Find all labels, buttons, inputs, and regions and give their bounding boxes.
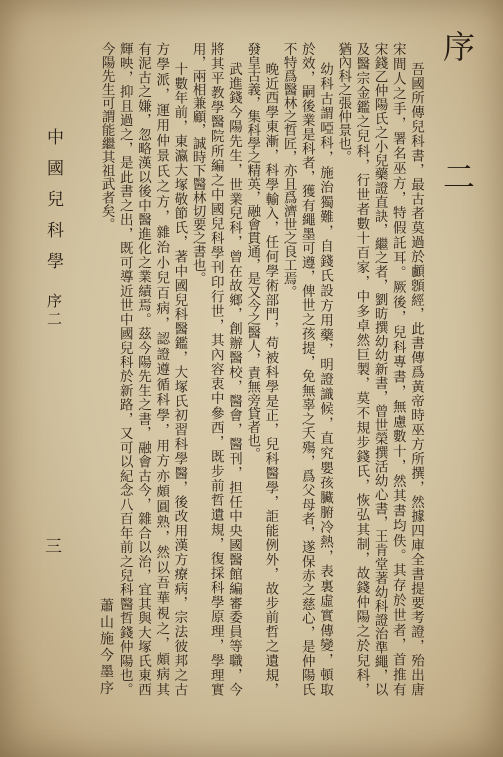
text-column: 晚近西學東漸，科學輸入，任何學術部門，苟被科學是正，兒科醫學，詎能例外，故步前哲之遺規，: [262, 62, 279, 696]
text-column: 有泥古之嫌，忽略漢以後中醫進化之業績焉。茲今陽先生之書，融會古今，雜合以治，宜其與大塚氏東西: [135, 42, 151, 696]
text-column: 輝映，抑且過之，是此書之出，既可導近世中國兒科於新路，又可以紀念八百年前之兒科醫哲錢仲陽也。: [116, 42, 133, 696]
text-column: 吾國所傳兒科書，最古者莫過於顱顖經，此書傳爲黃帝時巫方所撰，然據四庫全書提要考證，殆出唐: [408, 62, 424, 696]
running-book-title: 中國兒科學: [43, 128, 63, 283]
text-column: 十數年前，東瀛大塚敬節氏，著中國兒科醫鑑，大塚氏初習科學醫，後改用漢方療病，宗法彼邦之古: [171, 62, 188, 696]
text-column: 不特爲醫林之哲匠，亦且爲濟世之良工焉。: [280, 42, 297, 299]
text-column: 於效，嗣後業是科者，獲有繩墨可遵，俾世之孩提，免無辜之夭殤，爲父母者，遂保赤之慈心，是仲陽氏: [298, 42, 315, 696]
text-column: 猶內科之張仲景也。: [335, 42, 352, 164]
page-number: 三: [41, 537, 61, 554]
running-section-label: 序二: [45, 293, 63, 329]
text-column: 幼科古謂啞科，施治獨難，自錢氏設方用藥，明證識候，直究嬰孩臟腑冷熱，表裏虛實傳變，頓取: [317, 62, 333, 696]
text-column: 將其平教學醫院所編之中國兒科學刊印行世，其內容衷中參西，既步前哲遺規，復採科學原理，學理實: [207, 42, 224, 696]
text-column: 方學派，運用仲景氏之方，雜治小兒百病，認證遵循科學，用方亦頗圓熟，然以吾華視之，頗病其: [153, 42, 170, 696]
author-signature: 蕭山施今墨序: [98, 598, 114, 697]
text-column: 今陽先生可謂能繼其祖武者矣。: [98, 42, 115, 231]
text-column: 宋錢乙仲陽氏之小兒藥證直訣，繼之者，劉昉撰幼幼新書，曾世榮撰活幼心書，王肯堂著幼科證治準繩，以: [371, 42, 388, 696]
text-column: 武進錢今陽先生，世業兒科，曾在故鄉，創辦醫校，醫會，醫刊，担任中央國醫館編審委員等職，今: [226, 62, 242, 696]
text-column: 及醫宗金鑑之兒科，行世者數十百家，中多卓然巨製，莫不規步錢氏，恢弘其制，故錢仲陽之於兒科，: [353, 42, 370, 696]
text-column: 發皇古義，集科學之精英，融會貫通，是又今之醫人，責無旁貸者也。: [244, 42, 261, 461]
page-title: 序二: [438, 30, 476, 290]
text-column: 宋間人之手，署名巫方，特假託耳。厥後，兒科專書，無慮數十，然其書均佚。其存於世者，首推有: [389, 42, 406, 696]
text-column: 用，兩相兼顧，誠時下醫林切要之書也。: [189, 42, 206, 285]
